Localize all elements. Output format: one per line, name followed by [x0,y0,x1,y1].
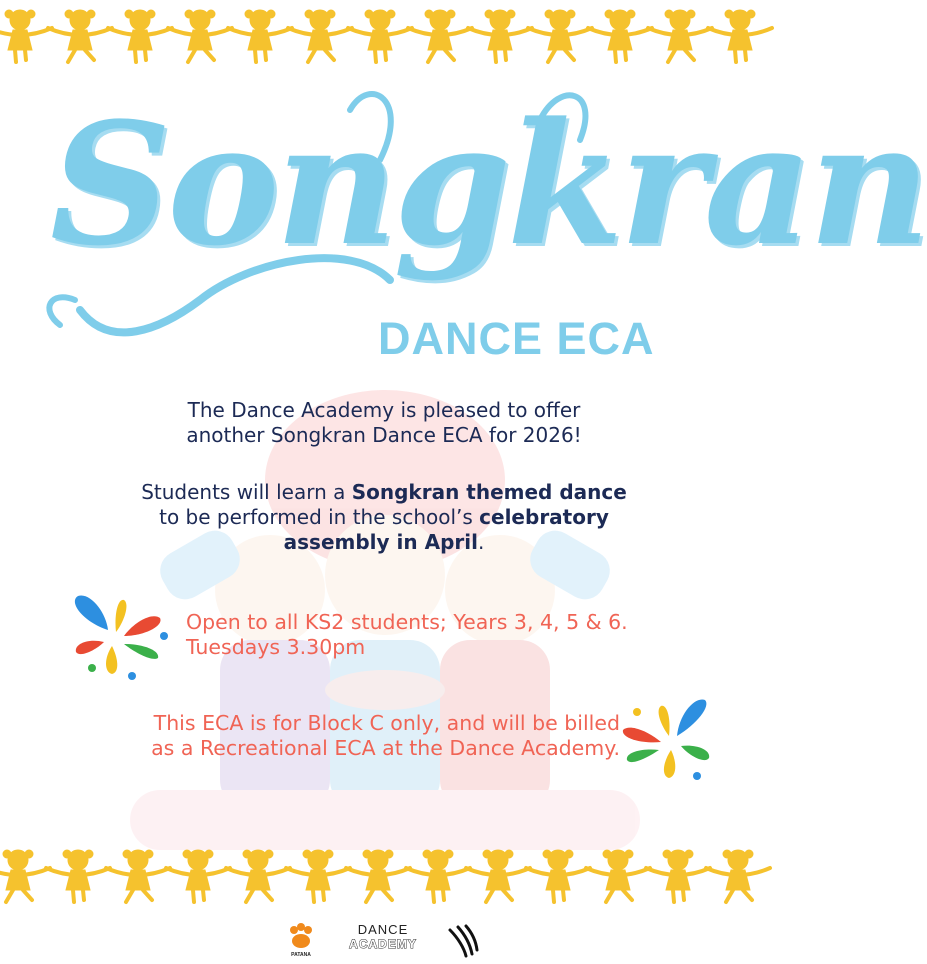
dancing-kid-figure [708,10,772,62]
dancing-kid-figure [408,10,472,62]
dancing-kid-figure [286,850,350,902]
intro-line-2: another Songkran Dance ECA for 2026! [186,423,582,447]
dancing-kid-figure [648,10,712,62]
dancing-kid-figure [586,850,650,902]
dancing-kid-figure [346,850,410,902]
title-block [20,80,927,340]
intro-line-1: The Dance Academy is pleased to offer [187,398,581,422]
details-assembly: assembly in April [283,530,478,554]
dance-academy-logo [338,922,428,951]
details-mid: to be performed in the school’s [159,505,480,529]
dancing-kids-border-bottom [0,830,768,910]
dancing-kid-figure [46,850,110,902]
dancing-kid-figure [226,850,290,902]
dancing-kid-figure [288,10,352,62]
dance-academy-logo-top: DANCE [357,922,409,937]
title-dance-eca: DANCE ECA [378,313,655,364]
dancing-kid-figure [466,850,530,902]
dancing-kid-figure [228,10,292,62]
schedule-text [186,610,628,660]
dancing-kid-figure [48,10,112,62]
details-end: . [477,530,485,554]
details-paragraph [0,480,768,555]
claw-marks-logo [446,924,480,958]
dancing-kid-figure [0,10,52,62]
dancing-kid-figure [588,10,652,62]
details-line-3 [0,530,768,555]
title-songkran: Songkran [50,85,927,283]
dancing-kid-figure [168,10,232,62]
dancing-kid-figure [468,10,532,62]
dancing-kid-figure [406,850,470,902]
billing-line-1: This ECA is for Block C only, and will be billed [153,711,620,735]
details-line-2 [0,505,768,530]
dancing-kid-figure [646,850,710,902]
intro-paragraph [0,398,768,448]
billing-text [0,711,620,761]
dancing-kid-figure [528,10,592,62]
details-pre: Students will learn a [141,480,352,504]
details-line-1 [0,480,768,505]
patana-label: PATANA [291,952,311,958]
billing-line-2: as a Recreational ECA at the Dance Academy. [151,736,620,760]
details-themed-dance: Songkran themed dance [351,480,627,504]
dancing-kid-figure [706,850,770,902]
footer-logos [0,920,768,964]
dancing-kid-figure [166,850,230,902]
dancing-kid-figure [526,850,590,902]
schedule-line-1: Open to all KS2 students; Years 3, 4, 5 & 6. [186,610,628,634]
color-splash-icon [68,592,172,682]
dancing-kid-figure [106,850,170,902]
patana-paw-logo [286,922,316,958]
dancing-kid-figure [0,850,50,902]
dancing-kids-border-top [0,0,768,70]
schedule-line-2: Tuesdays 3.30pm [186,635,366,659]
dancing-kid-figure [108,10,172,62]
dancing-kid-figure [348,10,412,62]
details-celebratory: celebratory [479,505,609,529]
color-splash-icon [617,696,717,784]
dance-academy-logo-bottom: ACADEMY [349,937,417,951]
